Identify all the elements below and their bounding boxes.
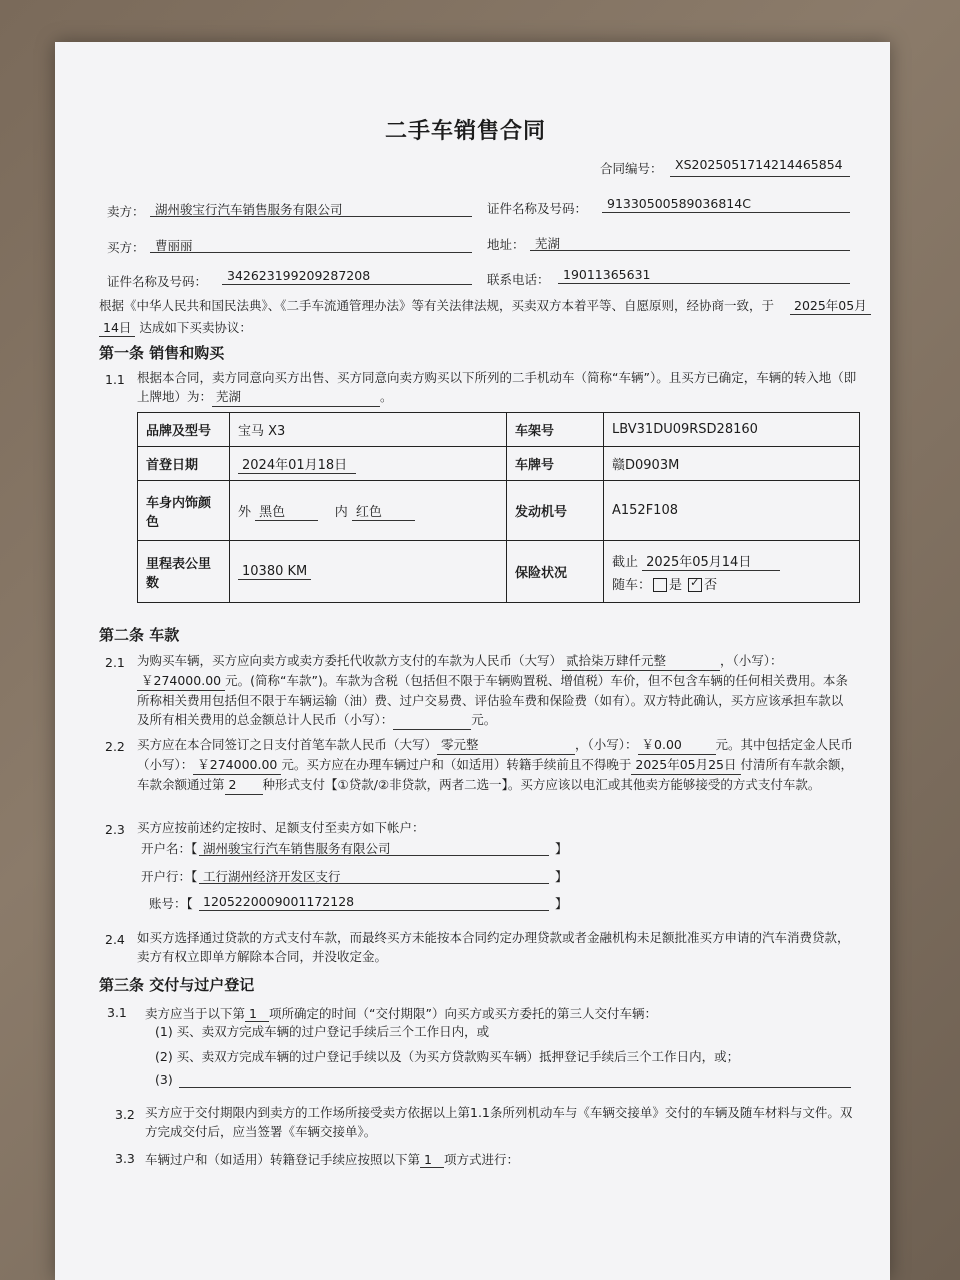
contract-paper: 二手车销售合同 合同编号： XS2025051714214465854 卖方： 湖州骏宝行汽车销售服务有限公司 证件名称及号码： 91330500589036814C 买方： 曹丽丽 地址： 芜湖 证件名称及号码： 342623199209287208 联系电话： 19011365631 根据《中华人民共和国民法典》、《二手车流通管理办法》等有关法律法规，买卖双方本着平等、自愿原则，经协商一致，于 2025年05月 14日 达成如下买卖协议： 第一条 销售和购买 1.1 根据本合同，卖方同意向买方出售、买方同意向卖方购买以下所列的二手机动车（简称“车辆”）。且买方已确定，车辆的转入地（即上牌地）为： 芜湖 。 品牌及型号 宝马 X3 车架号 LBV31DU09RSD28160 首登日期 2024年01月18日 车牌号 赣D0903M 车身内饰颜色 外 黑色 内 红色 发动机号 A152F108 里程表公里数 10380 KM 保险状况 截止 2025年05月14日 随车： 是 ✓ 否 第二条 车款 2.1 为购买车辆，买方应向卖方或卖方委托代收款方支付的车款为人民币（大写） 贰拾柒万肆仟元整 ，（小写）：￥274000.00 元。(简称“车款”)。车款为含税（包括但不限于车辆购置税、增值税）车价，但不包含车辆的任何相关费用。本条所称相关费用包括但不限于车辆运输（油）费、过户交易费、评估验车费和保险费（如有）。双方特此确认，买方应该承担车款以及所有相关费用的总金额总计人民币（小写）： 元。 2.2 买方应在本合同签订之日支付首笔车款人民币（大写） 零元整 ，（小写）： ￥0.00 元。其中包括定金人民币（小写）： ￥274000.00 元。买方应在办理车辆过户和（如适用）转籍手续前且不得晚于 2025年05月25日 付清所有车款余额，车款余额通过第 2 种形式支付【①贷款/②非贷款，两者二选一】。买方应该以电汇或其他卖方能够接受的方式支付车款。 2.3 买方应按前述约定按时、足额支付至卖方如下帐户： 开户名：【 湖州骏宝行汽车销售服务有限公司 】 开户行：【 工行湖州经济开发区支行 】 账号：【 1205220009001172128 】 2.4 如买方选择通过贷款的方式支付车款，而最终买方未能按本合同约定办理贷款或者金融机构未足额批准买方申请的汽车消费贷款，卖方有权立即单方解除本合同，并没收定金。 第三条 交付与过户登记 3.1 卖方应当于以下第 1 项所确定的时间（“交付期限”）向买方或买方委托的第三人交付车辆： (1) 买、卖双方完成车辆的过户登记手续后三个工作日内，或 (2) 买、卖双方完成车辆的过户登记手续以及（为买方贷款购买车辆）抵押登记手续后三个工作日内，或； (3) 3.2 买方应于交付期限内到卖方的工作场所接受卖方依据以上第1.1条所列机动车与《车辆交接单》交付的车辆及随车材料与文件。双方完成交付后，应当签署《车辆交接单》。 3.3 车辆过户和（如适用）转籍登记手续应按照以下第 1 项方式进行： [55, 42, 890, 1280]
s21-upper: 贰拾柒万肆仟元整 [562, 651, 720, 671]
vin-label: 车架号 [507, 413, 604, 447]
brand-label: 品牌及型号 [138, 413, 230, 447]
intro-date-b: 14日 达成如下买卖协议： [99, 318, 252, 337]
seller-id: 91330500589036814C [607, 196, 751, 211]
s22-deposit: ￥274000.00 [193, 755, 281, 775]
ext-color: 黑色 [255, 501, 318, 521]
s31-option-3: (3) [155, 1072, 173, 1087]
mileage-label: 里程表公里数 [138, 541, 230, 603]
section-2-title: 第二条 车款 [99, 626, 180, 644]
s33-num: 3.3 [115, 1151, 135, 1166]
s33-item: 1 [420, 1152, 444, 1168]
address: 芜湖 [535, 236, 561, 251]
ins-until: 2025年05月14日 [642, 551, 780, 571]
acc-name-label: 开户名：【 [141, 841, 198, 856]
contract-no: XS2025051714214465854 [675, 157, 843, 172]
s32-text: 买方应于交付期限内到卖方的工作场所接受卖方依据以上第1.1条所列机动车与《车辆交接单》交付的车辆及随车材料与文件。双方完成交付后，应当签署《车辆交接单》。 [145, 1105, 853, 1139]
acc-bank-label: 开户行：【 [141, 869, 198, 884]
s24-num: 2.4 [105, 932, 125, 947]
s22-date: 2025年05月25日 [631, 755, 740, 775]
s22-num: 2.2 [105, 739, 125, 754]
s23-num: 2.3 [105, 822, 125, 837]
s31-text: 卖方应当于以下第 1 项所确定的时间（“交付期限”）向买方或买方委托的第三人交付车辆： [145, 1006, 657, 1021]
intro-date-a: 2025年05月 [790, 296, 871, 315]
section-1-title: 第一条 销售和购买 [99, 344, 225, 362]
phone: 19011365631 [563, 267, 651, 282]
page-title: 二手车销售合同 [385, 119, 547, 144]
s33-text: 车辆过户和（如适用）转籍登记手续应按照以下第 1 项方式进行： [145, 1152, 520, 1167]
buyer-label: 买方： [107, 240, 145, 255]
s23-text: 买方应按前述约定按时、足额支付至卖方如下帐户： [137, 820, 425, 835]
s11-text: 根据本合同，卖方同意向买方出售、买方同意向卖方购买以下所列的二手机动车（简称“车辆”）。且买方已确定，车辆的转入地（即上牌地）为： 芜湖 。 [137, 368, 857, 407]
address-label: 地址： [487, 237, 525, 252]
mileage-cell [230, 541, 507, 603]
color-cell: 外 黑色 内 红色 [230, 481, 507, 541]
plate: 赣D0903M [604, 447, 860, 481]
s31-num: 3.1 [107, 1005, 127, 1020]
s32-num: 3.2 [115, 1107, 135, 1122]
acc-no: 1205220009001172128 [203, 894, 355, 909]
engine-label: 发动机号 [507, 481, 604, 541]
plate-label: 车牌号 [507, 447, 604, 481]
contract-no-label: 合同编号： [600, 161, 663, 176]
acc-no-label: 账号：【 [149, 896, 193, 911]
mileage: 10380 KM [238, 564, 311, 580]
buyer-id: 342623199209287208 [227, 268, 371, 283]
int-color: 红色 [352, 501, 415, 521]
seller: 湖州骏宝行汽车销售服务有限公司 [155, 202, 343, 217]
s11-num: 1.1 [105, 372, 125, 387]
ins-cell: 截止 2025年05月14日 随车： 是 ✓ 否 [604, 541, 860, 603]
reg: 2024年01月18日 [238, 454, 356, 474]
vin: LBV31DU09RSD28160 [604, 413, 860, 447]
s31-item: 1 [245, 1006, 269, 1022]
s21-num: 2.1 [105, 655, 125, 670]
acc-name: 湖州骏宝行汽车销售服务有限公司 [203, 841, 391, 856]
s31-option-1: (1) 买、卖双方完成车辆的过户登记手续后三个工作日内，或 [155, 1024, 490, 1039]
checkbox-yes[interactable] [653, 578, 667, 592]
color-label: 车身内饰颜色 [138, 481, 230, 541]
s11-place: 芜湖 [212, 387, 380, 407]
seller-id-label: 证件名称及号码： [487, 201, 588, 216]
s21-lower: ￥274000.00 [137, 671, 225, 691]
s22-text: 买方应在本合同签订之日支付首笔车款人民币（大写） 零元整 ，（小写）： ￥0.00 元。其中包括定金人民币（小写）： ￥274000.00 元。买方应在办理车辆过户和（如适用）转籍手续前且不得晚于 2025年05月25日 付清所有车款余额，车款余额通过第 2 种形式支付【①贷款/②非贷款，两者二选一】。买方应该以电汇或其他卖方能够接受的方式支付车款。 [137, 735, 855, 795]
reg-cell [230, 447, 507, 481]
checkbox-no[interactable] [688, 578, 702, 592]
vehicle-table [137, 412, 860, 603]
reg-label: 首登日期 [138, 447, 230, 481]
seller-label: 卖方： [107, 204, 145, 219]
s21-text: 为购买车辆，买方应向卖方或卖方委托代收款方支付的车款为人民币（大写） 贰拾柒万肆仟元整 ，（小写）：￥274000.00 元。(简称“车款”)。车款为含税（包括但不限于车辆购置税、增值税）车价，但不包含车辆的任何相关费用。本条所称相关费用包括但不限于车辆运输（油）费、过户交易费、评估验车费和保险费（如有）。双方特此确认，买方应该承担车款以及所有相关费用的总金额总计人民币（小写）： 元。 [137, 651, 855, 730]
s31-option-2: (2) 买、卖双方完成车辆的过户登记手续以及（为买方贷款购买车辆）抵押登记手续后三个工作日内，或； [155, 1049, 740, 1064]
s22-upper: 零元整 [437, 735, 575, 755]
intro-text: 根据《中华人民共和国民法典》、《二手车流通管理办法》等有关法律法规，买卖双方本着平等、自愿原则，经协商一致，于 [99, 298, 775, 313]
s22-lower: ￥0.00 [638, 735, 716, 755]
engine: A152F108 [604, 481, 860, 541]
s22-type: 2 [225, 775, 263, 795]
phone-label: 联系电话： [487, 272, 550, 287]
s24-text: 如买方选择通过贷款的方式支付车款，而最终买方未能按本合同约定办理贷款或者金融机构未足额批准买方申请的汽车消费贷款，卖方有权立即单方解除本合同，并没收定金。 [137, 930, 850, 964]
section-3-title: 第三条 交付与过户登记 [99, 976, 255, 994]
brand: 宝马 X3 [230, 413, 507, 447]
buyer-id-label: 证件名称及号码： [107, 274, 208, 289]
buyer: 曹丽丽 [155, 238, 193, 253]
ins-label: 保险状况 [507, 541, 604, 603]
acc-bank: 工行湖州经济开发区支行 [203, 869, 341, 884]
